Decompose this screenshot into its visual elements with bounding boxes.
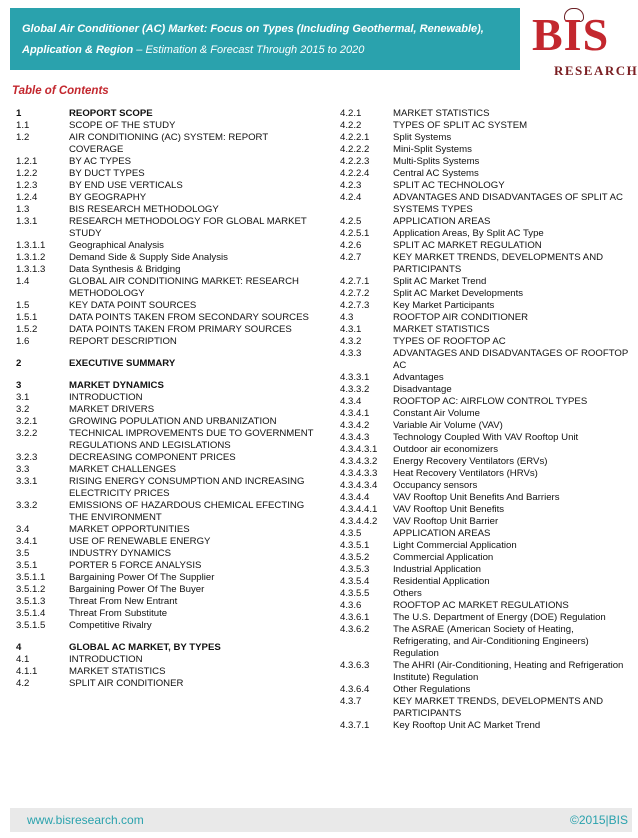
toc-entry <box>16 392 316 404</box>
toc-entry-title: Demand Side & Supply Side Analysis <box>69 252 228 263</box>
toc-entry <box>16 620 316 632</box>
toc-entry-title: EMISSIONS OF HAZARDOUS CHEMICAL EFECTING THE ENVIRONMENT <box>69 500 305 523</box>
toc-entry <box>340 336 632 348</box>
toc-entry <box>340 624 632 660</box>
toc-entry-title: MARKET CHALLENGES <box>69 464 176 475</box>
toc-entry <box>340 108 632 120</box>
toc-entry-number: 4.2.3 <box>340 180 362 191</box>
toc-entry-title: Other Regulations <box>393 684 471 695</box>
toc-entry-number: 4.2.7.1 <box>340 276 370 287</box>
toc-entry <box>340 120 632 132</box>
toc-entry <box>16 500 316 524</box>
toc-entry-title: SPLIT AC TECHNOLOGY <box>393 180 505 191</box>
toc-entry-number: 4.3.5.2 <box>340 552 370 563</box>
toc-entry-number: 4.3.4.4 <box>340 492 370 503</box>
toc-entry <box>16 404 316 416</box>
toc-entry-number: 1.5.2 <box>16 324 38 335</box>
toc-entry <box>340 288 632 300</box>
toc-entry-number: 3.1 <box>16 392 30 403</box>
toc-entry-title: Heat Recovery Ventilators (HRVs) <box>393 468 538 479</box>
toc-entry <box>340 300 632 312</box>
toc-entry-title: REOPORT SCOPE <box>69 108 153 119</box>
toc-entry-number: 4.3.5.3 <box>340 564 370 575</box>
toc-entry <box>16 380 316 392</box>
toc-entry-title: BY GEOGRAPHY <box>69 192 147 203</box>
toc-entry-number: 3.5.1.4 <box>16 608 46 619</box>
toc-entry-title: Residential Application <box>393 576 490 587</box>
toc-entry <box>16 264 316 276</box>
toc-entry-number: 4.2.1 <box>340 108 362 119</box>
toc-entry-title: VAV Rooftop Unit Barrier <box>393 516 499 527</box>
toc-entry-title: GLOBAL AC MARKET, BY TYPES <box>69 642 221 653</box>
footer-copyright: ©2015|BIS <box>570 813 628 827</box>
toc-entry <box>16 584 316 596</box>
toc-entry <box>340 660 632 684</box>
toc-entry-number: 3.5.1 <box>16 560 38 571</box>
toc-entry-number: 4.3.3.1 <box>340 372 370 383</box>
toc-entry-number: 3.5.1.1 <box>16 572 46 583</box>
toc-entry-number: 4 <box>16 642 22 653</box>
toc-entry-number: 4.3.6 <box>340 600 362 611</box>
toc-entry-title: Application Areas, By Split AC Type <box>393 228 544 239</box>
toc-entry-title: The AHRI (Air-Conditioning, Heating and Refrigeration Institute) Regulation <box>393 660 624 683</box>
toc-entry <box>16 156 316 168</box>
toc-entry-number: 4.3.5.5 <box>340 588 370 599</box>
toc-entry-number: 4.2.2.3 <box>340 156 370 167</box>
toc-entry <box>16 596 316 608</box>
toc-entry-title: DECREASING COMPONENT PRICES <box>69 452 236 463</box>
toc-entry <box>16 666 316 678</box>
toc-entry-number: 4.1 <box>16 654 30 665</box>
toc-entry <box>16 416 316 428</box>
toc-entry-title: Multi-Splits Systems <box>393 156 480 167</box>
toc-entry-number: 4.3.4.4.1 <box>340 504 378 515</box>
toc-entry-number: 3.5.1.5 <box>16 620 46 631</box>
footer-website: www.bisresearch.com <box>27 813 144 827</box>
toc-entry-title: APPLICATION AREAS <box>393 528 491 539</box>
toc-entry-title: Mini-Split Systems <box>393 144 472 155</box>
toc-entry <box>16 336 316 348</box>
toc-entry-title: MARKET STATISTICS <box>69 666 166 677</box>
toc-entry-title: SPLIT AC MARKET REGULATION <box>393 240 542 251</box>
toc-entry-number: 4.3.4.3 <box>340 432 370 443</box>
toc-entry <box>340 324 632 336</box>
toc-entry-title: KEY MARKET TRENDS, DEVELOPMENTS AND PARTICIPANTS <box>393 696 604 719</box>
toc-entry-title: Outdoor air economizers <box>393 444 499 455</box>
logo-wordmark: BIS <box>532 9 610 60</box>
toc-entry-title: DATA POINTS TAKEN FROM PRIMARY SOURCES <box>69 324 292 335</box>
toc-heading: Table of Contents <box>12 85 109 97</box>
toc-entry-number: 3 <box>16 380 22 391</box>
toc-entry-title: ROOFTOP AIR CONDITIONER <box>393 312 529 323</box>
toc-entry <box>16 240 316 252</box>
toc-entry-number: 4.2.2.1 <box>340 132 370 143</box>
toc-entry-number: 1.3.1 <box>16 216 38 227</box>
toc-entry-number: 3.3 <box>16 464 30 475</box>
toc-entry-title: SPLIT AIR CONDITIONER <box>69 678 184 689</box>
toc-entry-title: TYPES OF SPLIT AC SYSTEM <box>393 120 528 131</box>
toc-entry <box>340 552 632 564</box>
toc-entry-number: 4.3.4.3.1 <box>340 444 378 455</box>
toc-entry-number: 3.5.1.2 <box>16 584 46 595</box>
toc-entry-number: 3.2.3 <box>16 452 38 463</box>
toc-entry <box>340 132 632 144</box>
toc-entry <box>16 312 316 324</box>
toc-entry <box>340 564 632 576</box>
toc-entry-number: 3.4.1 <box>16 536 38 547</box>
toc-entry-number: 4.3.4.3.3 <box>340 468 378 479</box>
toc-entry <box>340 180 632 192</box>
toc-entry-title: Competitive Rivalry <box>69 620 152 631</box>
toc-entry <box>16 180 316 192</box>
toc-entry <box>16 678 316 690</box>
toc-entry-title: TECHNICAL IMPROVEMENTS DUE TO GOVERNMENT REGULATIONS AND LEGISLATIONS <box>69 428 314 451</box>
toc-entry-title: Bargaining Power Of The Buyer <box>69 584 205 595</box>
toc-entry-title: RESEARCH METHODOLOGY FOR GLOBAL MARKET STUDY <box>69 216 307 239</box>
toc-entry-number: 4.3.4 <box>340 396 362 407</box>
toc-entry <box>340 372 632 384</box>
toc-entry-number: 3.5 <box>16 548 30 559</box>
toc-entry <box>340 684 632 696</box>
toc-entry-title: INTRODUCTION <box>69 654 143 665</box>
toc-entry <box>16 572 316 584</box>
toc-entry-number: 1.3.1.2 <box>16 252 46 263</box>
toc-entry-number: 4.3.7.1 <box>340 720 370 731</box>
toc-entry-number: 1.6 <box>16 336 30 347</box>
toc-entry <box>16 132 316 156</box>
toc-entry-title: Occupancy sensors <box>393 480 478 491</box>
toc-entry-number: 1.4 <box>16 276 30 287</box>
toc-entry-title: INDUSTRY DYNAMICS <box>69 548 171 559</box>
toc-entry-number: 1.2 <box>16 132 30 143</box>
toc-entry-title: BY DUCT TYPES <box>69 168 145 179</box>
toc-entry <box>340 540 632 552</box>
toc-entry-title: Commercial Application <box>393 552 494 563</box>
toc-entry-number: 4.2.4 <box>340 192 362 203</box>
toc-entry-number: 4.3.3 <box>340 348 362 359</box>
toc-entry-number: 4.3.4.3.2 <box>340 456 378 467</box>
toc-entry-title: Light Commercial Application <box>393 540 517 551</box>
toc-entry <box>16 324 316 336</box>
toc-entry-title: Advantages <box>393 372 444 383</box>
toc-entry <box>340 600 632 612</box>
toc-entry-number: 4.3 <box>340 312 354 323</box>
toc-entry-title: BY AC TYPES <box>69 156 132 167</box>
toc-entry <box>340 432 632 444</box>
toc-entry-number: 3.2.1 <box>16 416 38 427</box>
toc-entry-title: Threat From New Entrant <box>69 596 178 607</box>
toc-entry-title: MARKET DRIVERS <box>69 404 155 415</box>
bis-research-logo <box>532 8 638 78</box>
logo-subtitle: RESEARCH <box>554 63 638 78</box>
toc-entry <box>16 548 316 560</box>
report-title-line1: Global Air Conditioner (AC) Market: Focus on Types (Including Geothermal, Renewable), <box>22 23 484 35</box>
toc-entry-number: 4.2.7.3 <box>340 300 370 311</box>
toc-entry-title: ADVANTAGES AND DISADVANTAGES OF ROOFTOP AC <box>393 348 629 371</box>
toc-entry <box>340 348 632 372</box>
toc-entry <box>340 396 632 408</box>
toc-entry-title: Key Market Participants <box>393 300 495 311</box>
toc-entry-title: MARKET DYNAMICS <box>69 380 164 391</box>
toc-entry-number: 4.2.6 <box>340 240 362 251</box>
toc-entry <box>16 120 316 132</box>
toc-entry <box>16 654 316 666</box>
toc-entry <box>16 252 316 264</box>
toc-entry-number: 4.3.5 <box>340 528 362 539</box>
toc-entry-number: 3.2 <box>16 404 30 415</box>
toc-entry <box>340 504 632 516</box>
toc-entry <box>340 720 632 732</box>
toc-entry-title: Geographical Analysis <box>69 240 164 251</box>
toc-entry-title: Others <box>393 588 422 599</box>
toc-entry <box>16 428 316 452</box>
toc-entry-title: Central AC Systems <box>393 168 479 179</box>
toc-entry-title: TYPES OF ROOFTOP AC <box>393 336 506 347</box>
toc-entry-number: 4.3.6.2 <box>340 624 370 635</box>
toc-entry-number: 4.3.4.4.2 <box>340 516 378 527</box>
toc-entry-number: 4.3.1 <box>340 324 362 335</box>
toc-entry <box>340 420 632 432</box>
toc-entry-number: 3.4 <box>16 524 30 535</box>
toc-entry <box>16 536 316 548</box>
toc-entry-number: 4.2.5.1 <box>340 228 370 239</box>
toc-entry-number: 4.3.6.3 <box>340 660 370 671</box>
toc-entry-number: 1.1 <box>16 120 30 131</box>
toc-entry <box>16 608 316 620</box>
toc-entry <box>16 476 316 500</box>
page-footer <box>10 808 632 832</box>
toc-entry-title: VAV Rooftop Unit Benefits And Barriers <box>393 492 560 503</box>
report-title-banner <box>10 8 520 70</box>
toc-entry-number: 3.2.2 <box>16 428 38 439</box>
toc-entry <box>340 588 632 600</box>
toc-entry-title: SCOPE OF THE STUDY <box>69 120 176 131</box>
toc-entry-number: 4.3.5.1 <box>340 540 370 551</box>
report-title-line2-rest: – Estimation & Forecast Through 2015 to 2020 <box>133 44 365 56</box>
toc-entry-number: 1 <box>16 108 22 119</box>
toc-entry-title: Energy Recovery Ventilators (ERVs) <box>393 456 548 467</box>
toc-entry-title: EXECUTIVE SUMMARY <box>69 358 176 369</box>
toc-entry <box>16 108 316 120</box>
toc-entry <box>16 168 316 180</box>
toc-entry-number: 3.3.1 <box>16 476 38 487</box>
toc-entry-title: MARKET STATISTICS <box>393 108 490 119</box>
toc-entry <box>340 216 632 228</box>
toc-entry-number: 4.3.3.2 <box>340 384 370 395</box>
toc-entry-title: RISING ENERGY CONSUMPTION AND INCREASING ELECTRICITY PRICES <box>69 476 305 499</box>
toc-entry-title: MARKET OPPORTUNITIES <box>69 524 190 535</box>
toc-entry-number: 4.3.5.4 <box>340 576 370 587</box>
report-title-line2 <box>22 44 364 56</box>
toc-entry <box>16 452 316 464</box>
toc-entry <box>340 408 632 420</box>
toc-entry-number: 4.3.6.1 <box>340 612 370 623</box>
toc-entry-title: DATA POINTS TAKEN FROM SECONDARY SOURCES <box>69 312 309 323</box>
toc-entry-title: KEY DATA POINT SOURCES <box>69 300 197 311</box>
toc-entry-number: 3.3.2 <box>16 500 38 511</box>
toc-left-column <box>16 108 316 690</box>
toc-entry-title: GLOBAL AIR CONDITIONING MARKET: RESEARCH METHODOLOGY <box>69 276 299 299</box>
toc-right-column <box>340 108 632 732</box>
toc-entry <box>340 468 632 480</box>
toc-entry <box>340 516 632 528</box>
toc-entry-title: Technology Coupled With VAV Rooftop Unit <box>393 432 579 443</box>
toc-entry <box>16 358 316 370</box>
toc-entry-number: 4.2.7 <box>340 252 362 263</box>
toc-entry-number: 4.2.2 <box>340 120 362 131</box>
toc-entry-title: KEY MARKET TRENDS, DEVELOPMENTS AND PARTICIPANTS <box>393 252 604 275</box>
toc-entry-number: 4.3.7 <box>340 696 362 707</box>
toc-entry-number: 4.3.6.4 <box>340 684 370 695</box>
toc-entry-title: Variable Air Volume (VAV) <box>393 420 503 431</box>
toc-entry-number: 4.1.1 <box>16 666 38 677</box>
toc-entry <box>340 156 632 168</box>
toc-entry-number: 1.5 <box>16 300 30 311</box>
toc-entry <box>340 612 632 624</box>
toc-entry-title: ROOFTOP AC: AIRFLOW CONTROL TYPES <box>393 396 588 407</box>
toc-entry-number: 1.2.1 <box>16 156 38 167</box>
toc-entry-title: REPORT DESCRIPTION <box>69 336 177 347</box>
toc-entry <box>16 560 316 572</box>
toc-entry <box>340 240 632 252</box>
toc-entry-title: Split AC Market Trend <box>393 276 487 287</box>
toc-entry-title: Bargaining Power Of The Supplier <box>69 572 215 583</box>
toc-entry <box>16 216 316 240</box>
toc-entry-number: 2 <box>16 358 22 369</box>
toc-entry-number: 4.2.2.2 <box>340 144 370 155</box>
toc-entry-number: 1.5.1 <box>16 312 38 323</box>
toc-entry-title: Threat From Substitute <box>69 608 168 619</box>
toc-entry-title: BY END USE VERTICALS <box>69 180 183 191</box>
toc-entry <box>340 228 632 240</box>
toc-entry-title: Key Rooftop Unit AC Market Trend <box>393 720 541 731</box>
toc-entry <box>16 642 316 654</box>
toc-entry-title: USE OF RENEWABLE ENERGY <box>69 536 211 547</box>
toc-entry <box>340 168 632 180</box>
toc-entry-number: 4.3.2 <box>340 336 362 347</box>
toc-entry-number: 4.2.2.4 <box>340 168 370 179</box>
toc-entry-title: PORTER 5 FORCE ANALYSIS <box>69 560 202 571</box>
toc-entry-number: 4.2.5 <box>340 216 362 227</box>
toc-entry <box>340 444 632 456</box>
toc-entry <box>16 192 316 204</box>
toc-entry <box>340 480 632 492</box>
toc-entry-title: Data Synthesis & Bridging <box>69 264 181 275</box>
toc-entry-title: VAV Rooftop Unit Benefits <box>393 504 505 515</box>
toc-entry-title: Split Systems <box>393 132 452 143</box>
toc-entry-title: Disadvantage <box>393 384 452 395</box>
toc-entry-number: 4.3.4.1 <box>340 408 370 419</box>
toc-entry <box>340 144 632 156</box>
toc-entry <box>16 464 316 476</box>
toc-entry <box>16 524 316 536</box>
toc-entry-title: APPLICATION AREAS <box>393 216 491 227</box>
toc-entry <box>340 384 632 396</box>
toc-entry-title: The U.S. Department of Energy (DOE) Regulation <box>393 612 606 623</box>
toc-entry-number: 3.5.1.3 <box>16 596 46 607</box>
toc-entry <box>340 696 632 720</box>
toc-entry-title: GROWING POPULATION AND URBANIZATION <box>69 416 277 427</box>
toc-entry <box>340 456 632 468</box>
toc-entry <box>16 276 316 300</box>
toc-entry-title: Industrial Application <box>393 564 481 575</box>
toc-entry-number: 4.2 <box>16 678 30 689</box>
toc-entry-number: 4.2.7.2 <box>340 288 370 299</box>
toc-entry <box>340 528 632 540</box>
toc-entry <box>340 492 632 504</box>
toc-entry-number: 4.3.4.2 <box>340 420 370 431</box>
toc-entry-number: 4.3.4.3.4 <box>340 480 378 491</box>
toc-entry-title: Split AC Market Developments <box>393 288 524 299</box>
toc-entry <box>340 252 632 276</box>
toc-entry-title: AIR CONDITIONING (AC) SYSTEM: REPORT COVERAGE <box>69 132 268 155</box>
toc-entry <box>340 276 632 288</box>
toc-entry <box>16 204 316 216</box>
toc-entry-title: ROOFTOP AC MARKET REGULATIONS <box>393 600 569 611</box>
toc-entry-number: 1.2.3 <box>16 180 38 191</box>
toc-entry-number: 1.2.4 <box>16 192 38 203</box>
toc-entry-number: 1.3 <box>16 204 30 215</box>
toc-entry-title: INTRODUCTION <box>69 392 143 403</box>
toc-entry-title: MARKET STATISTICS <box>393 324 490 335</box>
toc-entry-title: BIS RESEARCH METHODOLOGY <box>69 204 219 215</box>
toc-entry-number: 1.3.1.1 <box>16 240 46 251</box>
toc-entry <box>340 192 632 216</box>
toc-entry <box>340 312 632 324</box>
toc-entry-title: The ASRAE (American Society of Heating, Refrigerating, and Air-Conditioning Engineers) Regulation <box>393 624 589 659</box>
toc-entry <box>16 300 316 312</box>
toc-entry-title: Constant Air Volume <box>393 408 480 419</box>
report-title-line2-bold: Application & Region <box>22 44 134 56</box>
toc-entry <box>340 576 632 588</box>
toc-entry-number: 1.2.2 <box>16 168 38 179</box>
toc-entry-number: 1.3.1.3 <box>16 264 46 275</box>
toc-entry-title: ADVANTAGES AND DISADVANTAGES OF SPLIT AC SYSTEMS TYPES <box>393 192 623 215</box>
